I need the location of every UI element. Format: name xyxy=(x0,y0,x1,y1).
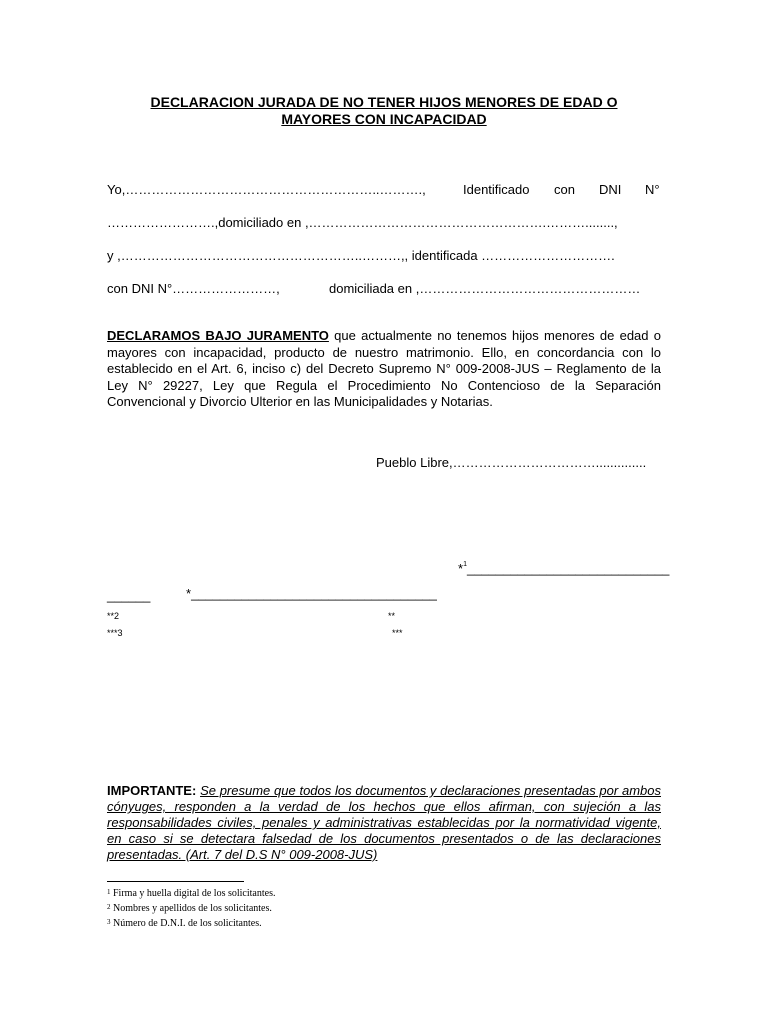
signature-middle xyxy=(186,586,437,601)
dni-right-mark: *** xyxy=(392,628,403,638)
signature-right-mark: * xyxy=(458,561,464,576)
domiciliada-blank: domiciliada en ,…………………………………………… xyxy=(329,281,641,296)
signature-middle-line: __________________________________ xyxy=(191,586,437,601)
identificado-label: Identificado xyxy=(463,182,530,197)
names-right-mark: ** xyxy=(388,611,396,621)
footnote-2-text: Nombres y apellidos de los solicitantes. xyxy=(110,903,272,914)
footnote-1-num: 1 xyxy=(107,888,111,896)
signature-right-sup: 1 xyxy=(463,561,467,568)
yo-blank: Yo,…………………………………………………..………., xyxy=(107,182,426,197)
footnote-2 xyxy=(107,903,272,914)
document-title xyxy=(100,94,668,128)
important-notice xyxy=(107,783,661,863)
declaration-paragraph xyxy=(107,328,661,411)
dni-label: DNI xyxy=(599,182,622,197)
signature-right xyxy=(458,561,669,576)
footnote-1-text: Firma y huella digital de los solicitantes. xyxy=(110,888,276,899)
names-left-mark: ** xyxy=(107,611,115,621)
dni-left-sup: 3 xyxy=(117,628,123,638)
footnote-1 xyxy=(107,888,275,899)
declarant-line-4 xyxy=(107,281,661,297)
signature-middle-mark: * xyxy=(186,586,192,601)
footnote-3-text: Número de D.N.I. de los solicitantes. xyxy=(110,918,262,929)
title-line-1: DECLARACION JURADA DE NO TENER HIJOS MENORES DE EDAD O xyxy=(150,94,618,110)
number-label: N° xyxy=(645,182,660,197)
names-left xyxy=(107,611,119,621)
footnote-2-num: 2 xyxy=(107,903,111,911)
signature-left-line: ______ xyxy=(107,588,151,603)
names-left-sup: 2 xyxy=(114,611,120,621)
dni-left-mark: *** xyxy=(107,628,118,638)
declaration-text: que actualmente no tenemos hijos menores de edad o mayores con incapacidad, producto de nuestro matrimonio. Ello, en concordancia con lo establecido en el Art. 6, inciso c) del Decreto Supremo N° 009-2008-JUS – Reglamento de la Ley N° 29227, Ley que Regula el Procedimiento No Contencioso de la Separación Convencional y Divorcio Ulterior en las Municipalidades y Notarias. xyxy=(107,328,661,409)
footnote-3-num: 3 xyxy=(107,918,111,926)
important-label: IMPORTANTE: xyxy=(107,783,197,798)
declarant-line-2: …………………….,domiciliado en ,……………………………………………….………........, xyxy=(107,215,618,230)
dni-blank: con DNI N°……………………, xyxy=(107,281,280,296)
declaration-lead: DECLARAMOS BAJO JURAMENTO xyxy=(107,328,329,343)
declarant-line-3: y ,………………………………………………..………,, identificada …………………………. xyxy=(107,248,615,263)
dni-left xyxy=(107,628,123,638)
place-date: Pueblo Libre,…………………………….............. xyxy=(376,455,647,470)
declarant-line-1 xyxy=(107,182,661,198)
footnote-divider xyxy=(107,881,244,882)
title-line-2: MAYORES CON INCAPACIDAD xyxy=(281,111,487,127)
signature-right-line: ____________________________ xyxy=(466,561,670,576)
con-label: con xyxy=(554,182,575,197)
footnote-3 xyxy=(107,918,262,929)
important-text: Se presume que todos los documentos y declaraciones presentadas por ambos cónyuges, responden a la verdad de los hechos que ellos afirman, con sujeción a las responsabilidades civiles, penales y administrativas establecidas por la normatividad vigente, en caso si se detectara falsedad de los documentos presentados o de las declaraciones presentadas. (Art. 7 del D.S N° 009-2008-JUS) xyxy=(107,783,661,862)
